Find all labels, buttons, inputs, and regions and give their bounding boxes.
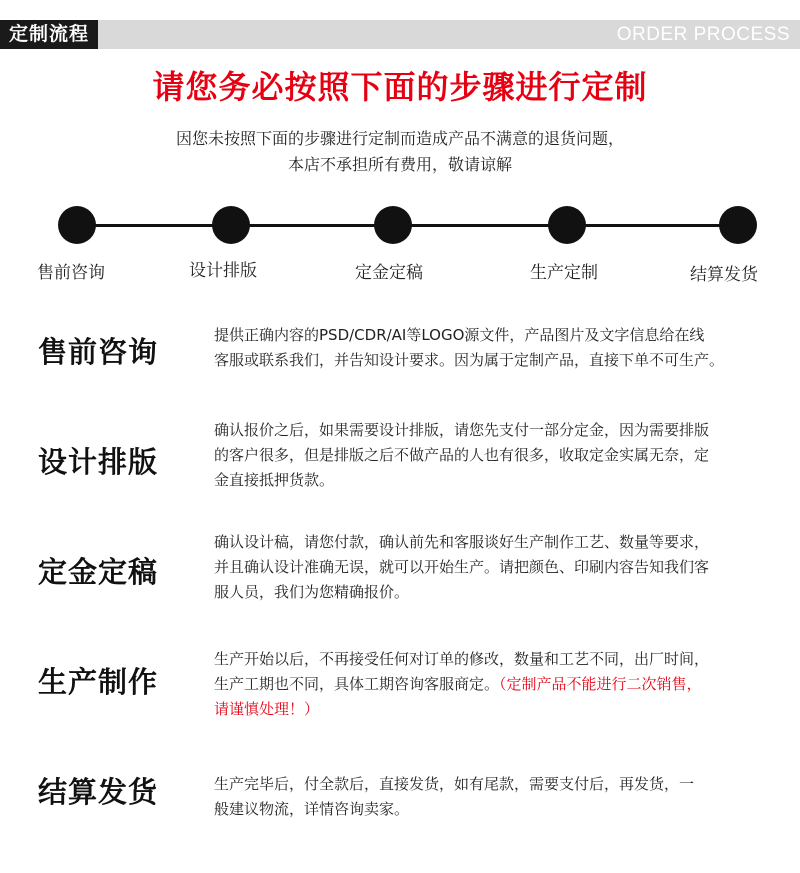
section-text-line: 生产开始以后，不再接受任何对订单的修改，数量和工艺不同，出厂时间，: [214, 650, 710, 668]
timeline-dot-3: [374, 206, 412, 244]
section-text-line: 金直接抵押货款。: [214, 471, 335, 489]
section-title-settlement: 结算发货: [38, 775, 159, 809]
section-text-line: 提供正确内容的PSD/CDR/AI等LOGO源文件，产品图片及文字信息给在线: [214, 326, 705, 344]
section-title-consultation: 售前咨询: [38, 335, 159, 369]
section-text-line: 确认设计稿，请您付款，确认前先和客服谈好生产制作工艺、数量等要求，: [214, 533, 710, 551]
section-text-line: [214, 672, 754, 697]
section-title-production: 生产制作: [38, 665, 159, 699]
timeline-step-label: 售前咨询: [37, 263, 105, 283]
notice-line-1: 因您未按照下面的步骤进行定制而造成产品不满意的退货问题，: [175, 129, 624, 148]
timeline-step-label: 定金定稿: [355, 263, 423, 283]
section-title-deposit: 定金定稿: [38, 555, 159, 589]
timeline-dot-5: [719, 206, 757, 244]
section-text-line: 服人员，我们为您精确报价。: [214, 583, 410, 601]
timeline-dot-2: [212, 206, 250, 244]
main-title: 请您务必按照下面的步骤进行定制: [152, 68, 648, 106]
timeline-dot-1: [58, 206, 96, 244]
timeline-step-label: 生产定制: [530, 263, 598, 283]
section-text-line: 客服或联系我们，并告知设计要求。因为属于定制产品，直接下单不可生产。: [214, 351, 725, 369]
section-text-normal: 生产工期也不同，具体工期咨询客服商定。: [214, 675, 500, 693]
section-text-settlement: [214, 772, 754, 822]
section-text-warning: 请谨慎处理！）: [214, 700, 320, 718]
section-text-line: 的客户很多，但是排版之后不做产品的人也有很多，收取定金实属无奈，定: [214, 446, 710, 464]
timeline-dot-4: [548, 206, 586, 244]
section-text-deposit: [214, 530, 754, 605]
section-text-design: [214, 418, 754, 493]
section-text-line: 生产完毕后，付全款后，直接发货，如有尾款，需要支付后，再发货，一: [214, 775, 695, 793]
section-title-design: 设计排版: [38, 445, 159, 479]
header-left-label: 定制流程: [0, 20, 98, 49]
header-right-label: ORDER PROCESS: [616, 24, 790, 45]
notice-line-2: 本店不承担所有费用，敬请谅解: [287, 155, 512, 174]
timeline-step-label: 结算发货: [690, 265, 758, 285]
section-text-line: 确认报价之后，如果需要设计排版，请您先支付一部分定金，因为需要排版: [214, 421, 710, 439]
notice: [0, 126, 800, 178]
section-text-line: 并且确认设计准确无误，就可以开始生产。请把颜色、印刷内容告知我们客: [214, 558, 710, 576]
section-text-line: 般建议物流，详情咨询卖家。: [214, 800, 410, 818]
section-text-production: [214, 647, 754, 722]
section-text-consultation: [214, 323, 754, 373]
section-text-warning: （定制产品不能进行二次销售，: [499, 675, 702, 693]
header-bar: [0, 20, 800, 49]
timeline-step-label: 设计排版: [189, 261, 257, 281]
